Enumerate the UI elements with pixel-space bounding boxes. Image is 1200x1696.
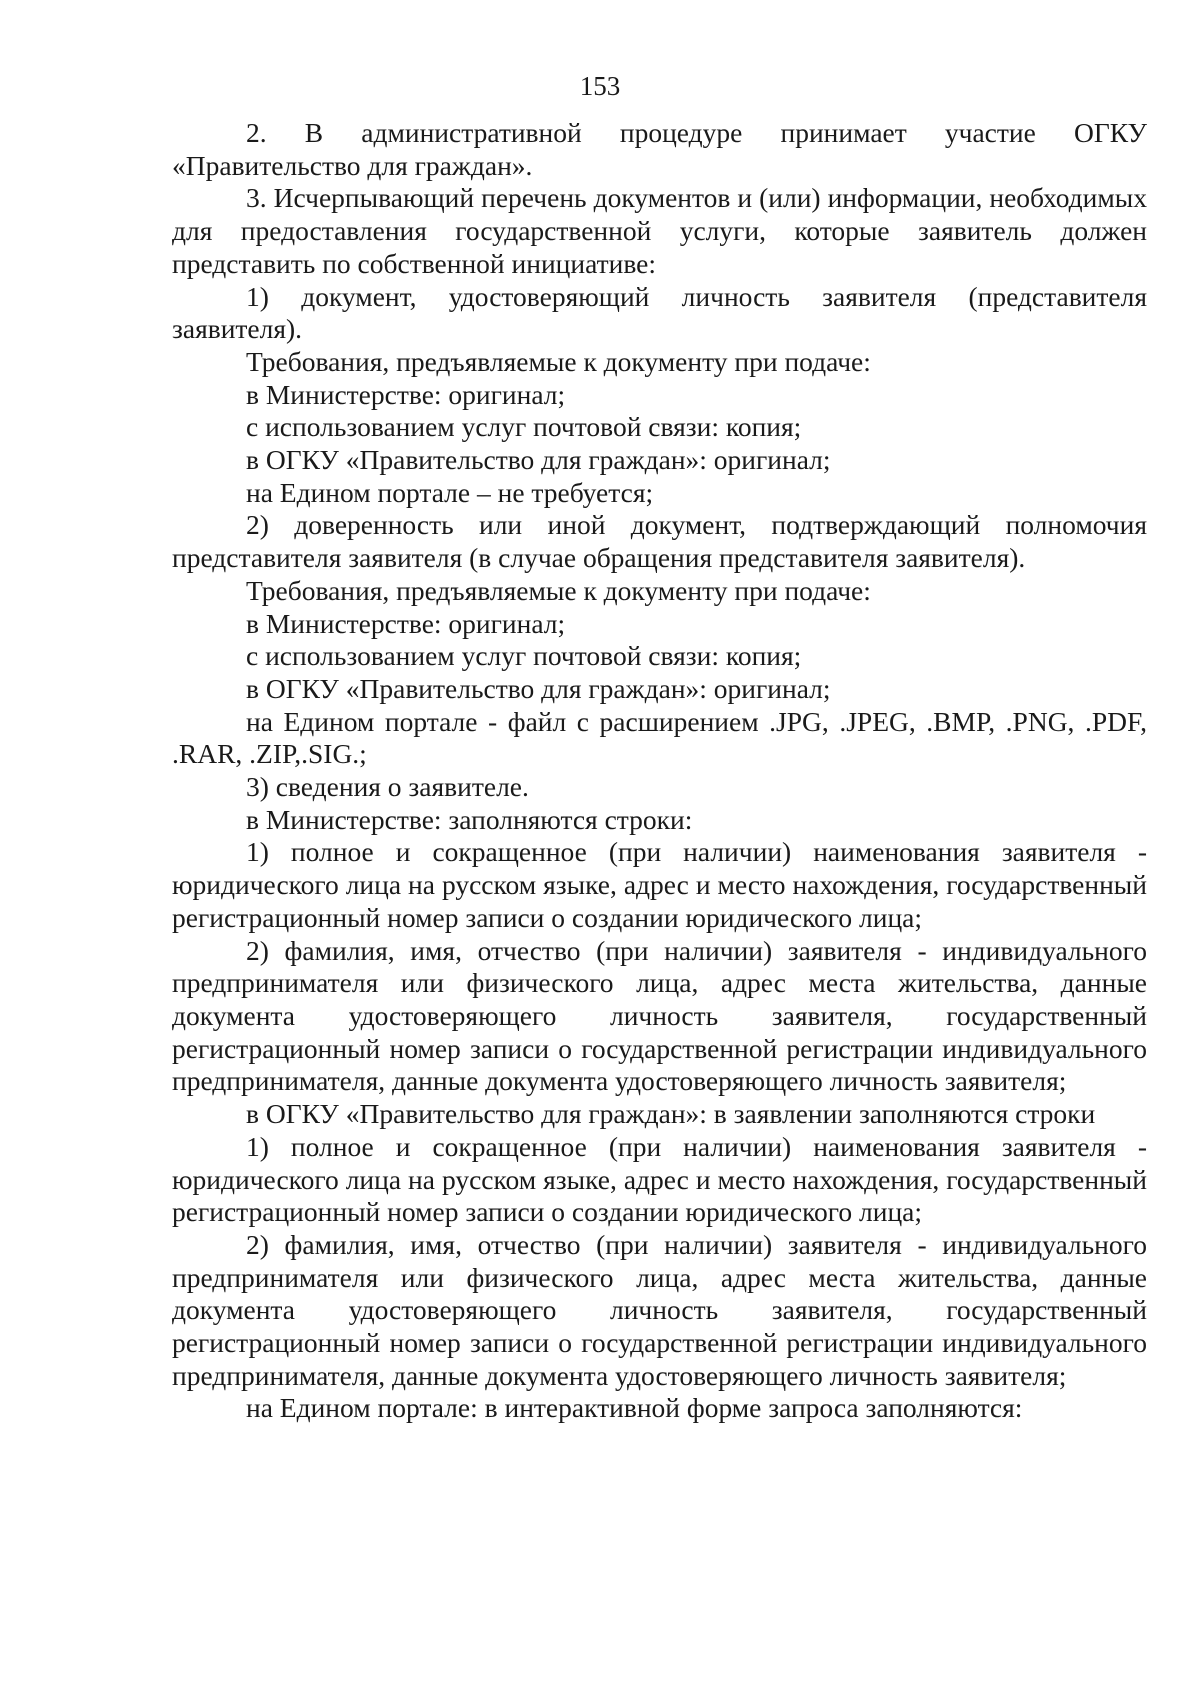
paragraph: в ОГКУ «Правительство для граждан»: оригинал;	[246, 444, 831, 476]
paragraph: на Едином портале: в интерактивной форме запроса заполняются:	[246, 1392, 1023, 1424]
paragraph: с использованием услуг почтовой связи: копия;	[246, 411, 802, 443]
page-number: 153	[579, 71, 621, 101]
paragraph: 1) документ, удостоверяющий личность заявителя (представителя заявителя).	[172, 280, 1147, 345]
paragraph: 1) полное и сокращенное (при наличии) наименования заявителя - юридического лица на русском языке, адрес и место нахождения, государственный регистрационный номер записи о создании юридического лица;	[172, 836, 1147, 933]
paragraph: 2) фамилия, имя, отчество (при наличии) заявителя - индивидуального предпринимателя или физического лица, адрес места жительства, данные документа удостоверяющего личность заявителя, государственный регистрационный номер записи о государственной регистрации индивидуального предпринимателя, данные документа удостоверяющего личность заявителя;	[172, 1228, 1147, 1391]
paragraph: на Едином портале - файл с расширением .JPG, .JPEG, .BMP, .PNG, .PDF, .RAR, .ZIP,.SIG.;	[172, 705, 1147, 770]
paragraph: Требования, предъявляемые к документу при подаче:	[246, 345, 871, 377]
paragraph: с использованием услуг почтовой связи: копия;	[246, 640, 802, 672]
paragraph: в Министерстве: заполняются строки:	[246, 803, 693, 835]
paragraph: 1) полное и сокращенное (при наличии) наименования заявителя - юридического лица на русском языке, адрес и место нахождения, государственный регистрационный номер записи о создании юридического лица;	[172, 1130, 1147, 1228]
paragraph: 2) фамилия, имя, отчество (при наличии) заявителя - индивидуального предпринимателя или физического лица, адрес места жительства, данные документа удостоверяющего личность заявителя, государственный регистрационный номер записи о государственной регистрации индивидуального предпринимателя, данные документа удостоверяющего личность заявителя;	[172, 934, 1147, 1097]
paragraph: 3. Исчерпывающий перечень документов и (или) информации, необходимых для предоставления государственной услуги, которые заявитель должен представить по собственной инициативе:	[172, 182, 1147, 279]
paragraph: 2) доверенность или иной документ, подтверждающий полномочия представителя заявителя (в случае обращения представителя заявителя).	[172, 509, 1147, 574]
paragraph: в ОГКУ «Правительство для граждан»: оригинал;	[246, 672, 831, 704]
paragraph: на Едином портале – не требуется;	[246, 476, 654, 508]
paragraph: в Министерстве: оригинал;	[246, 378, 566, 410]
paragraph: 3) сведения о заявителе.	[246, 771, 529, 803]
paragraph: в ОГКУ «Правительство для граждан»: в заявлении заполняются строки	[246, 1098, 1096, 1130]
paragraph: 2. В административной процедуре принимает участие ОГКУ «Правительство для граждан».	[172, 117, 1147, 181]
paragraph: в Министерстве: оригинал;	[246, 607, 566, 639]
document-body	[172, 117, 1147, 1425]
paragraph: Требования, предъявляемые к документу при подаче:	[246, 574, 871, 606]
